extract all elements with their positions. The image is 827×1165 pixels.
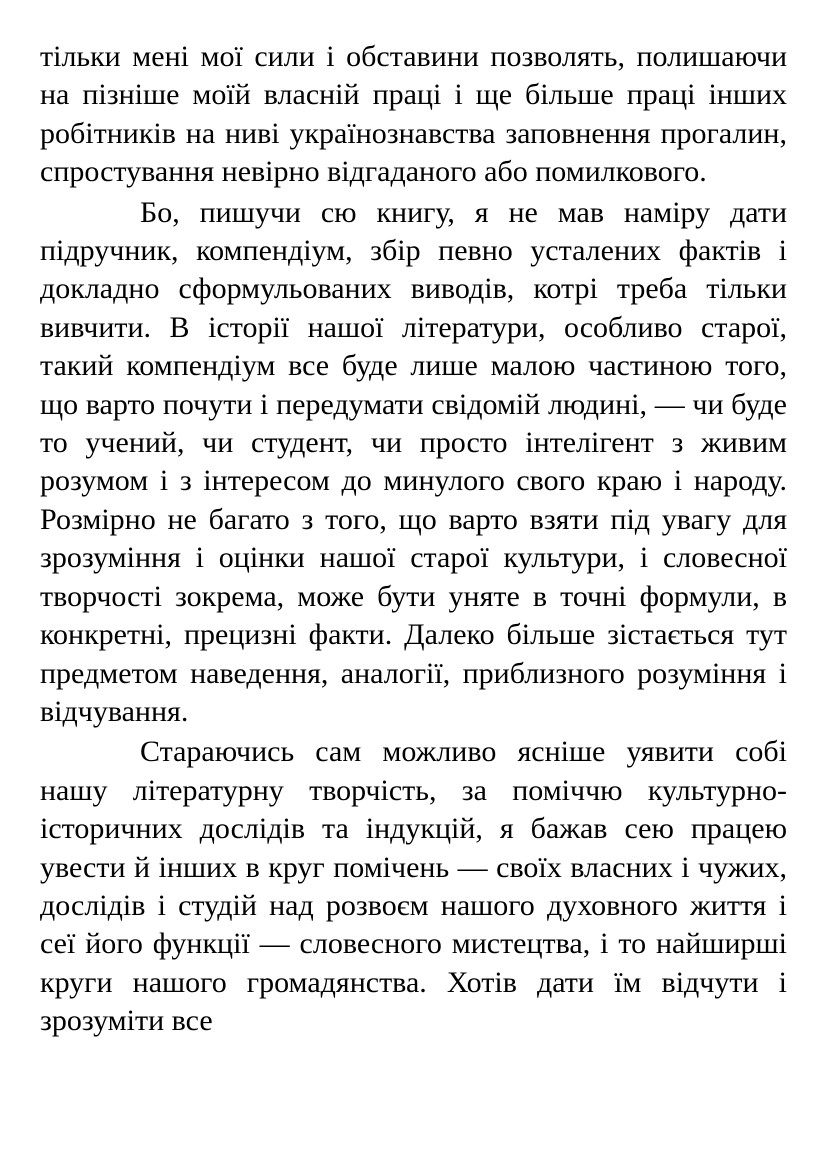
paragraph-3: Стараючись сам можливо ясніше уявити собі нашу літературну творчість, за поміччю культурно-історичних дослідів та індукцій, я бажав сею працею увести й інших в круг помічень — своїх власних і чужих, дослідів і студій над розвоєм нашого духовного життя і сеї його функції — словесного мистецтва, і то найширші круги нашого громадянства. Хотів дати їм відчути і зрозуміти все xyxy=(40,735,787,1038)
paragraph-1: тільки мені мої сили і обставини позволять, полишаючи на пізніше моїй власній праці і ще більше праці інших робітників на ниві українознавства заповнення прогалин, спростування невірно відгаданого або помилкового. xyxy=(40,40,787,189)
document-page xyxy=(40,38,787,1041)
paragraph-2: Бо, пишучи сю книгу, я не мав наміру дати підручник, компендіум, збір певно усталених фактів і докладно сформульованих виводів, котрі треба тільки вивчити. В історії нашої літератури, особливо старої, такий компендіум все буде лише малою частиною того, що варто почути і передумати свідомій людині, — чи буде то учений, чи студент, чи просто інтелігент з живим розумом і з інтересом до минулого свого краю і народу. Розмірно не багато з того, що варто взяти під увагу для зрозуміння і оцінки нашої старої культури, і словесної творчості зокрема, може бути уняте в точні формули, в конкретні, прецизні факти. Далеко більше зістається тут предметом наведення, аналогії, приблизного розуміння і відчування. xyxy=(40,195,787,728)
